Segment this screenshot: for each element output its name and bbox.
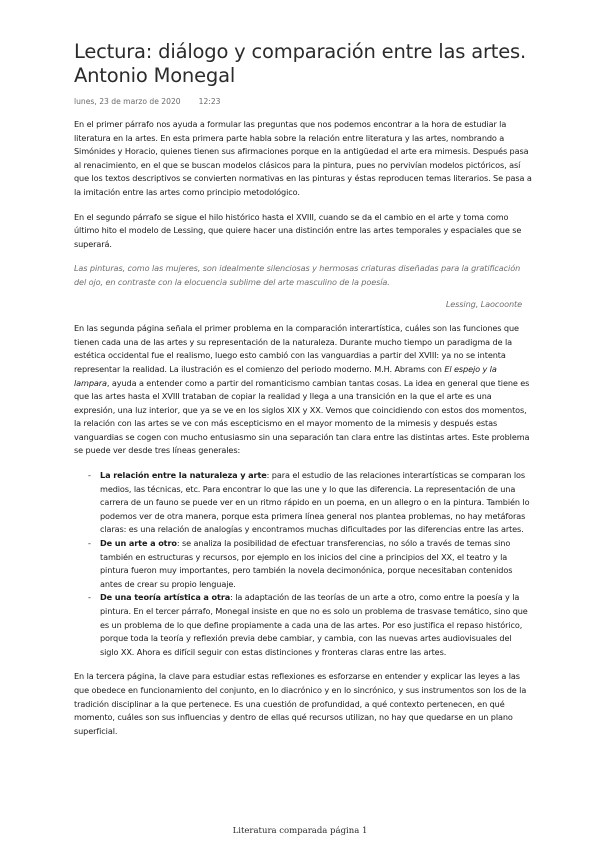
document-page	[74, 40, 532, 749]
list-dash: -	[88, 538, 91, 549]
list-item-term: De una teoría artística a otra	[100, 592, 231, 603]
page-footer: Literatura comparada página 1	[232, 826, 368, 836]
note-time: 12:23	[198, 97, 221, 106]
list-item-text: : para el estudio de las relaciones interartísticas se comparan los medios, las técnicas, etc. Para encontrar lo que las une y lo que las diferencia. La representación de una carrera de un fauno se puede ver en un ritmo rápido en un poema, en un allegro o en la pintura. También lo podemos ver de otra manera, porque esta primera línea general nos plantea problemas, no hay metáforas claras: es una relación de analogías y encontramos muchas dificultades por las diferencias entre las artes.	[100, 470, 530, 535]
list-item-text: : se analiza la posibilidad de efectuar transferencias, no sólo a través de temas sino también en estructuras y recursos, por ejemplo en los inicios del cine a principios del XX, el teatro y la pintura fueron muy importantes, pero también la novela decimonónica, porque necesitaban contenidos antes de crear su propio lenguaje.	[100, 538, 513, 589]
lessing-quote: Las pinturas, como las mujeres, son idealmente silenciosas y hermosas criaturas diseñadas para la gratificación del ojo, en contraste con la elocuencia sublime del arte masculino de la poesía.	[74, 263, 521, 287]
paragraph-3	[74, 322, 532, 458]
list-item-text: : la adaptación de las teorías de un arte a otro, como entre la poesía y la pintura. En el tercer párrafo, Monegal insiste en que no es solo un problema de trasvase temático, sino que es un problema de lo que define propiamente a cada una de las artes. Por eso justifica el repaso histórico, porque toda la teoría y reflexión previa debe cambiar, y cambia, con las nuevas artes audiovisuales del siglo XX. Ahora es difícil seguir con estas distinciones y fronteras claras entre las artes.	[100, 592, 528, 657]
note-date: lunes, 23 de marzo de 2020	[74, 97, 181, 106]
note-meta	[74, 97, 532, 106]
paragraph-3-part-1: En las segunda página señala el primer problema en la comparación interartística, cuáles son las funciones que tienen cada una de las artes y su representación de la naturaleza. Durante mucho tiempo un paradigma de la estética occidental fue el realismo, luego esto cambió con las vanguardias a partir del XVIII: ya no se intenta representar la realidad. La ilustración es el comienzo del periodo moderno. M.H. Abrams con	[74, 323, 519, 374]
page-title: Lectura: diálogo y comparación entre las artes. Antonio Monegal	[74, 40, 526, 87]
paragraph-4: En la tercera página, la clave para estudiar estas reflexiones es esforzarse en entender y explicar las leyes a las que obedece en funcionamiento del conjunto, en lo diacrónico y en lo sincrónico, y sus instrumentos son los de la tradición disciplinar a la que pertenece. Es una cuestión de profundidad, a qué contexto pertenecen, en qué momento, cuáles son sus influencias y dentro de ellas qué recursos utilizan, no hay que quedarse en un plano superficial.	[74, 671, 527, 736]
general-lines-list	[74, 469, 532, 659]
book-title: El espejo y la lampara	[74, 363, 497, 388]
paragraph-2: En el segundo párrafo se sigue el hilo histórico hasta el XVIII, cuando se da el cambio en el arte y toma como último hito el modelo de Lessing, que quiere hacer una distinción entre las artes temporales y espaciales que se superará.	[74, 211, 522, 249]
list-item	[88, 591, 532, 659]
list-item-term: De un arte a otro	[100, 538, 177, 549]
paragraph-1: En el primer párrafo nos ayuda a formular las preguntas que nos podemos encontrar a la hora de estudiar la literatura en la artes. En esta primera parte habla sobre la relación entre literatura y las artes, nombrando a Simónides y Horacio, quienes tienen sus afirmaciones porque en la antigüedad el arte era mimesis. Después pasa al renacimiento, en el que se buscan modelos clásicos para la pintura, pues no pervivían modelos pictóricos, así que los textos descriptivos se convierten normativas en las pinturas y éstas reproducen temas literarios. Se pasa a la imitación entre las artes como principio metodológico.	[74, 119, 532, 197]
list-item	[88, 537, 532, 591]
list-item	[88, 469, 532, 537]
quote-attribution: Lessing, Laocoonte	[445, 298, 522, 309]
list-dash: -	[88, 470, 91, 481]
list-item-term: La relación entre la naturaleza y arte	[100, 470, 267, 481]
paragraph-3-part-2: , ayuda a entender como a partir del romanticismo cambian tantas cosas. La idea en general que tiene es que las artes hasta el XVIII trataban de copiar la realidad y llega a una transición en la que el arte es una expresión, una luz interior, que ya se ve en los siglos XIX y XX. Vemos que coincidiendo con estos dos momentos, la relación con las artes se ve con más escepticismo en el mayor momento de la mimesis y después estas vanguardias se cogen con mucho entusiasmo sin una separación tan clara entre las distintas artes. Este problema se puede ver desde tres líneas generales:	[74, 377, 530, 456]
list-dash: -	[88, 592, 91, 603]
